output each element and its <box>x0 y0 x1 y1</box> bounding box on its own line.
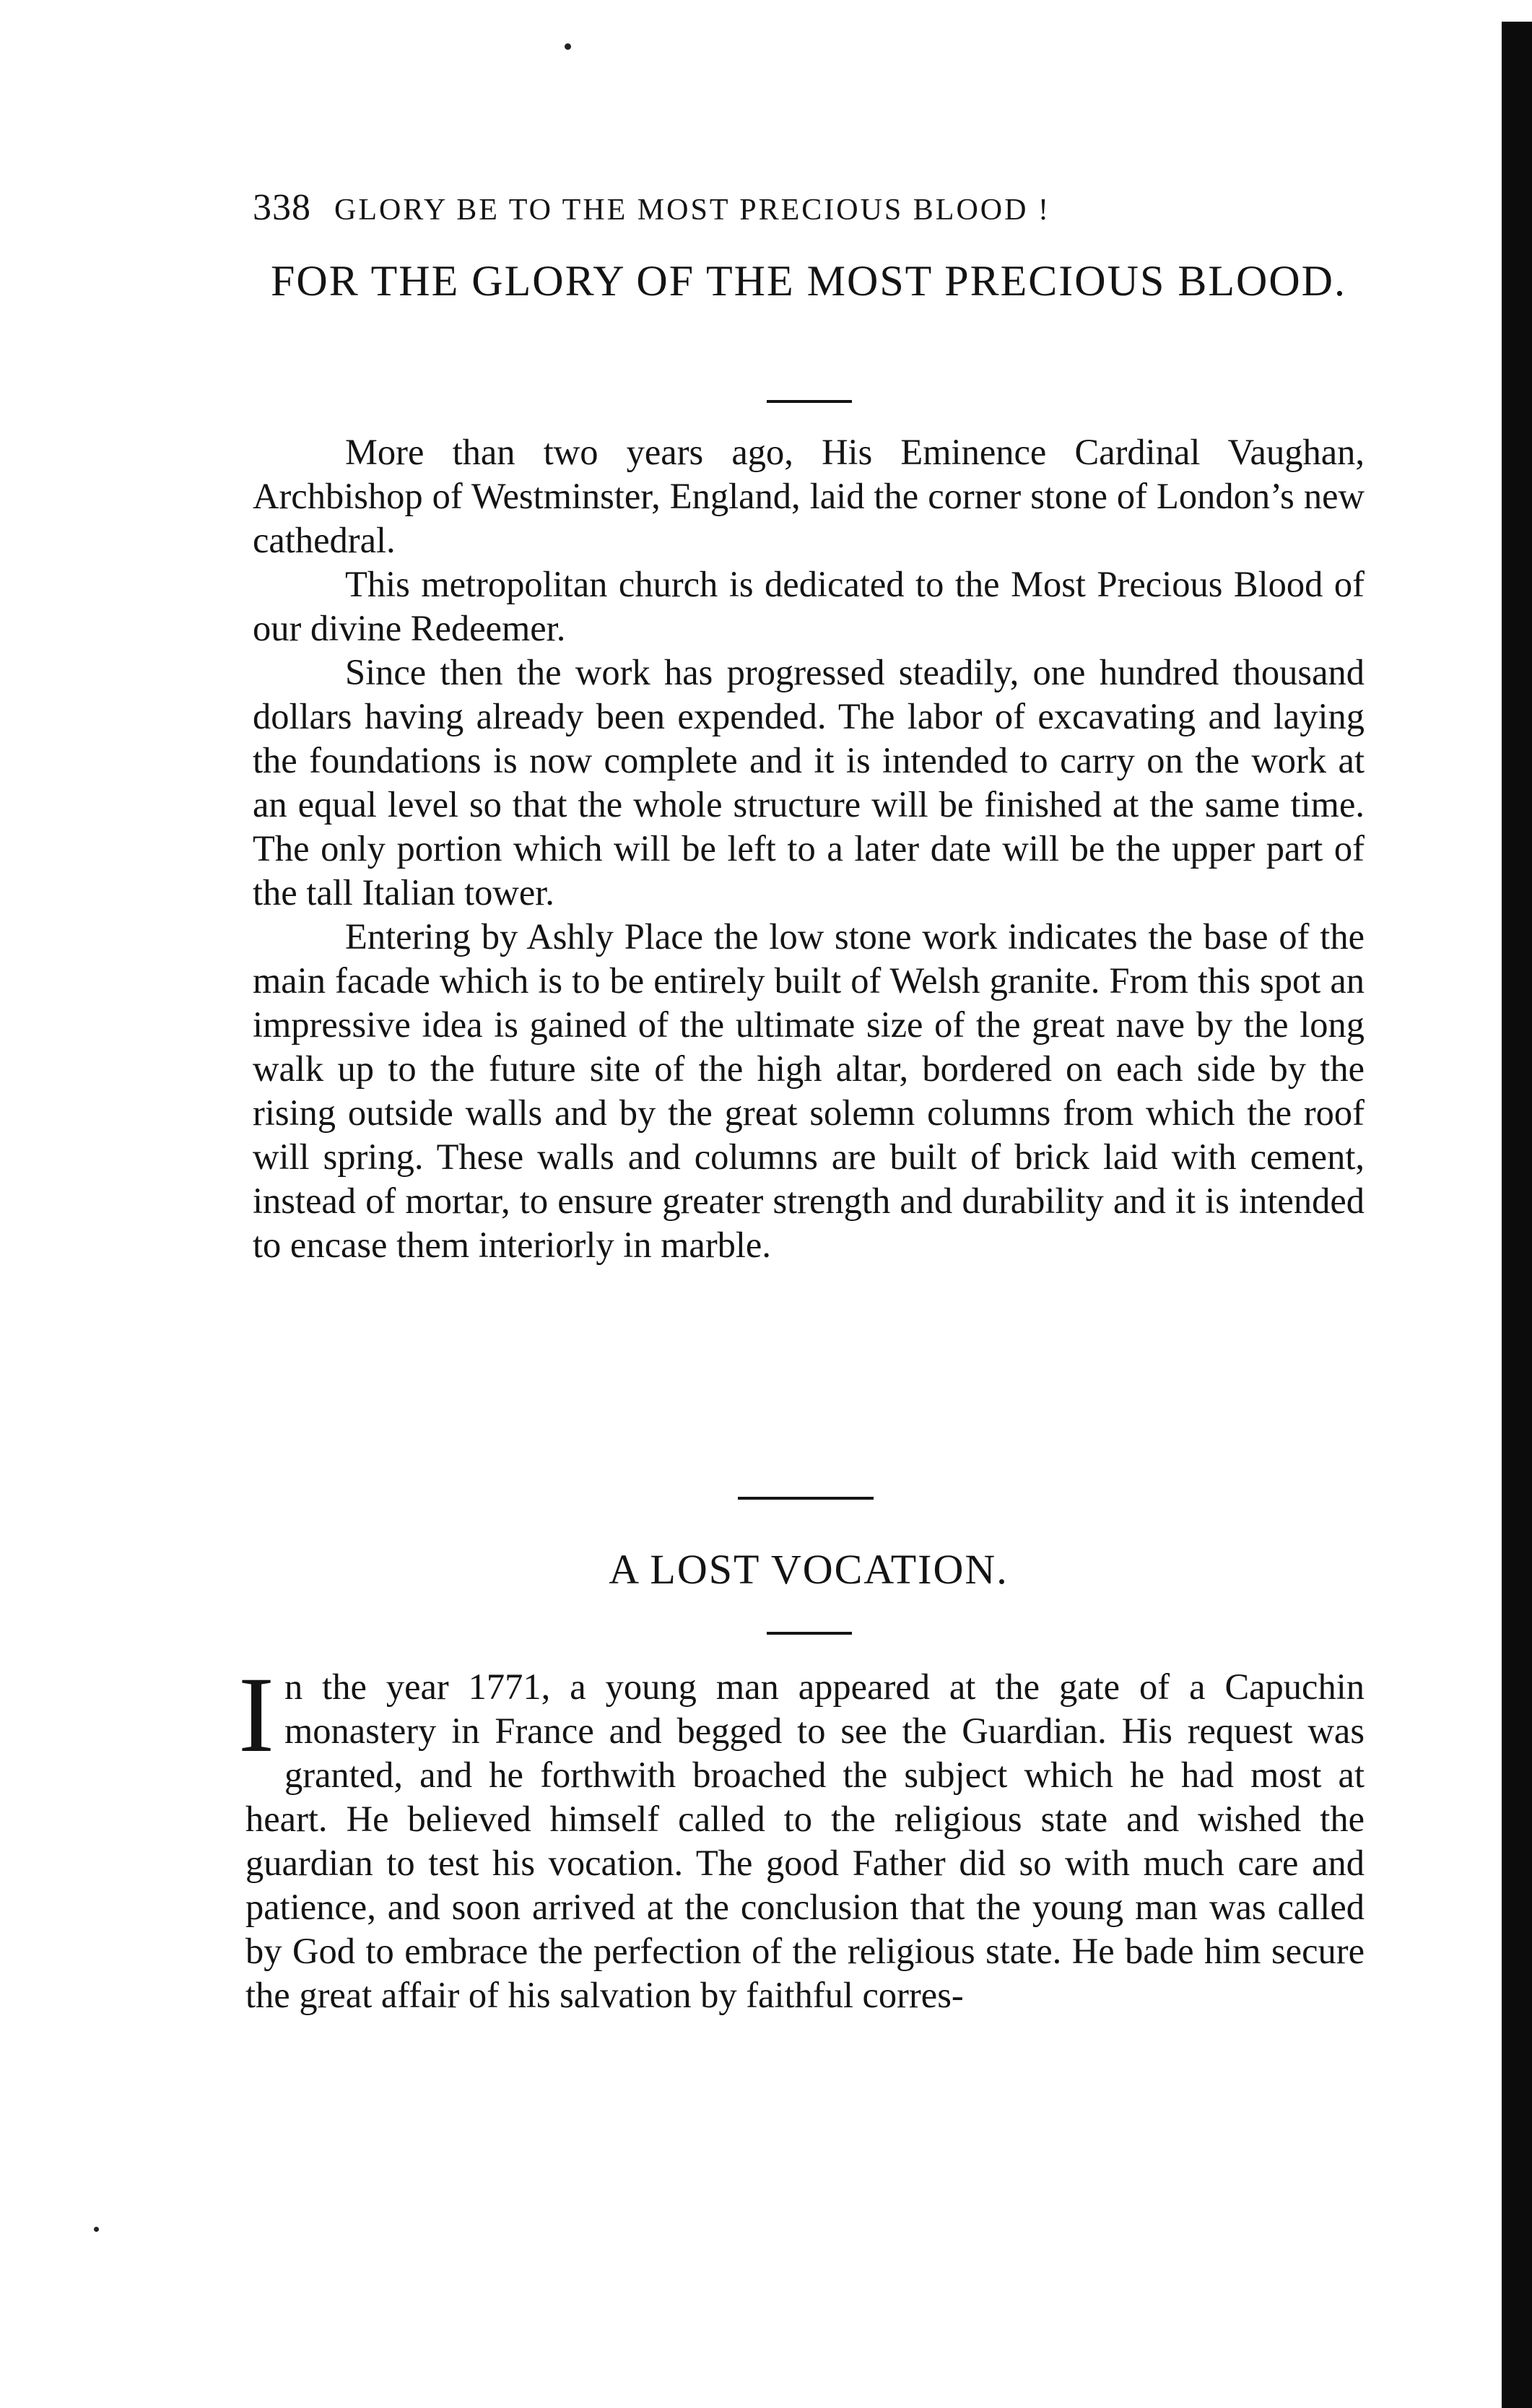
running-head <box>253 186 1336 229</box>
story-text: n the year 1771, a young man appeared at the gate of a Capuchin monastery in France and begged to see the Guardian. His request was granted, and he forthwith broached the subject which he had most at heart. He believed himself called to the religious state and wished the guardian to test his vocation. The good Father did so with much care and patience, and soon arrived at the conclusion that the young man was called by God to embrace the perfection of the religious state. He bade him secure the great affair of his salvation by faithful corres- <box>245 1666 1365 2015</box>
binding-edge <box>1502 22 1532 2408</box>
paragraph: Entering by Ashly Place the low stone work indicates the base of the main facade which is to be entirely built of Welsh granite. From this spot an impressive idea is gained of the ultimate size of the great nave by the long walk up to the future site of the high altar, bordered on each side by the rising outside walls and by the great solemn columns from which the roof will spring. These walls and columns are built of brick laid with cement, instead of mortar, to ensure greater strength and durability and it is intended to encase them interiorly in marble. <box>253 916 1365 1265</box>
paragraph: This metropolitan church is dedicated to the Most Precious Blood of our divine Redeemer. <box>253 564 1365 648</box>
section-divider <box>738 1497 874 1500</box>
running-head-title: GLORY BE TO THE MOST PRECIOUS BLOOD ! <box>334 194 1050 227</box>
drop-cap: I <box>238 1655 274 1775</box>
article-title: FOR THE GLORY OF THE MOST PRECIOUS BLOOD. <box>271 257 1346 305</box>
story-paragraph <box>238 1655 1365 2017</box>
story-body <box>238 1655 1365 2017</box>
paragraph: More than two years ago, His Eminence Cardinal Vaughan, Archbishop of Westminster, England, laid the corner stone of London’s new cathedral. <box>253 432 1365 560</box>
scan-speck <box>94 2227 99 2232</box>
article-body <box>253 430 1365 1267</box>
paragraph: Since then the work has progressed steadily, one hundred thousand dollars having already been expended. The labor of excavating and laying the foundations is now complete and it is intended to carry on the work at an equal level so that the whole structure will be finished at the same time. The only portion which will be left to a later date will be the upper part of the tall Italian tower. <box>253 652 1365 913</box>
scan-speck <box>565 43 571 50</box>
section-title-rule <box>767 1632 852 1635</box>
title-rule <box>767 400 852 403</box>
section-title: A LOST VOCATION. <box>609 1546 1009 1593</box>
page-number: 338 <box>253 187 311 228</box>
